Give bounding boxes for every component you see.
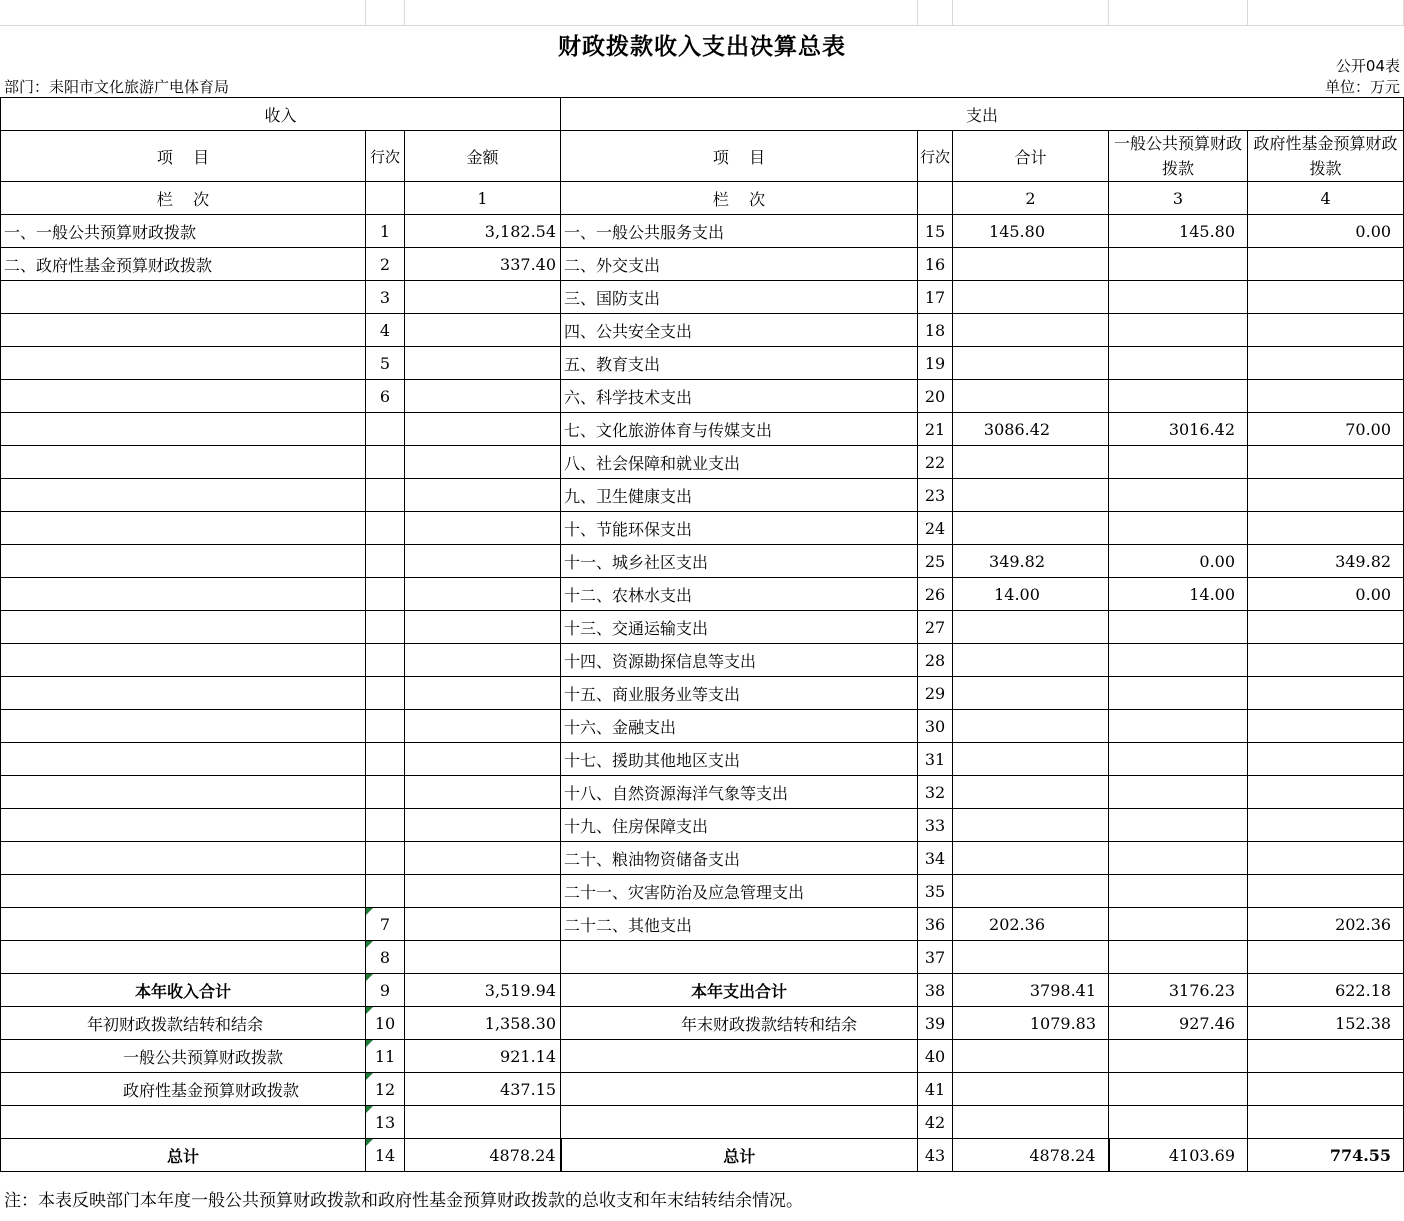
expense-line-no-cell: 21 xyxy=(918,413,953,446)
income-amount-cell: 1,358.30 xyxy=(405,1007,561,1040)
expense-total-cell: 1079.83 xyxy=(953,1007,1109,1040)
expense-total-cell xyxy=(953,446,1109,479)
expense-item-cell: 六、科学技术支出 xyxy=(561,380,918,413)
appropriation-summary-table xyxy=(0,97,1404,1172)
expense-total-cell xyxy=(953,314,1109,347)
income-line-no-cell: 10 xyxy=(366,1007,405,1040)
income-item-cell xyxy=(1,809,366,842)
general-budget-cell xyxy=(1109,908,1248,941)
gov-fund-cell xyxy=(1248,677,1404,710)
income-amount-cell: 4878.24 xyxy=(405,1139,561,1172)
gov-fund-cell xyxy=(1248,281,1404,314)
general-budget-cell xyxy=(1109,710,1248,743)
income-line-no-cell: 7 xyxy=(366,908,405,941)
general-budget-cell: 14.00 xyxy=(1109,578,1248,611)
income-line-no-cell xyxy=(366,776,405,809)
table-row xyxy=(1,908,1404,941)
income-amount-cell xyxy=(405,512,561,545)
expense-item-cell: 二十二、其他支出 xyxy=(561,908,918,941)
general-budget-cell xyxy=(1109,248,1248,281)
gov-fund-cell xyxy=(1248,776,1404,809)
expense-total-cell xyxy=(953,380,1109,413)
income-amount-cell xyxy=(405,380,561,413)
income-amount-cell xyxy=(405,1106,561,1139)
table-row xyxy=(1,875,1404,908)
table-row xyxy=(1,215,1404,248)
general-budget-cell: 3016.42 xyxy=(1109,413,1248,446)
expense-total-cell xyxy=(953,347,1109,380)
blank-cell xyxy=(918,182,953,215)
income-amount-cell: 3,182.54 xyxy=(405,215,561,248)
column-number-3: 3 xyxy=(1109,182,1248,215)
expense-total-cell: 202.36 xyxy=(953,908,1109,941)
expense-item-cell: 三、国防支出 xyxy=(561,281,918,314)
income-line-no-cell: 2 xyxy=(366,248,405,281)
income-line-no-cell xyxy=(366,512,405,545)
grid-cell xyxy=(405,0,918,26)
income-item-cell xyxy=(1,941,366,974)
table-row xyxy=(1,446,1404,479)
table-row xyxy=(1,380,1404,413)
expense-total-cell xyxy=(953,743,1109,776)
expense-total-cell: 145.80 xyxy=(953,215,1109,248)
expense-line-no-cell: 23 xyxy=(918,479,953,512)
expense-total-cell xyxy=(953,1040,1109,1073)
income-line-no-cell: 4 xyxy=(366,314,405,347)
total-header: 合计 xyxy=(953,131,1109,182)
income-line-no-cell xyxy=(366,710,405,743)
income-item-cell xyxy=(1,314,366,347)
general-budget-cell xyxy=(1109,512,1248,545)
expense-line-no-cell: 18 xyxy=(918,314,953,347)
expense-total-cell xyxy=(953,611,1109,644)
table-row xyxy=(1,1073,1404,1106)
expense-total-cell xyxy=(953,1073,1109,1106)
grid-cell xyxy=(366,0,405,26)
expense-line-no-cell: 36 xyxy=(918,908,953,941)
income-line-no-cell: 9 xyxy=(366,974,405,1007)
expense-line-no-cell: 30 xyxy=(918,710,953,743)
expense-line-no-cell: 38 xyxy=(918,974,953,1007)
income-item-cell xyxy=(1,908,366,941)
expense-line-no-cell: 35 xyxy=(918,875,953,908)
income-amount-cell xyxy=(405,578,561,611)
income-line-no-cell xyxy=(366,809,405,842)
income-amount-cell xyxy=(405,941,561,974)
income-amount-cell xyxy=(405,281,561,314)
expense-line-no-cell: 19 xyxy=(918,347,953,380)
expense-total-cell: 14.00 xyxy=(953,578,1109,611)
grid-cell xyxy=(918,0,953,26)
expense-line-no-cell: 25 xyxy=(918,545,953,578)
expense-item-cell: 总计 xyxy=(561,1139,918,1172)
expense-total-cell: 3798.41 xyxy=(953,974,1109,1007)
income-line-no-cell: 1 xyxy=(366,215,405,248)
income-line-no-header: 行次 xyxy=(366,131,405,182)
gov-fund-cell xyxy=(1248,380,1404,413)
expense-line-no-cell: 37 xyxy=(918,941,953,974)
table-row xyxy=(1,776,1404,809)
gov-fund-cell: 152.38 xyxy=(1248,1007,1404,1040)
income-item-cell: 一般公共预算财政拨款 xyxy=(1,1040,366,1073)
table-row xyxy=(1,974,1404,1007)
gov-fund-cell xyxy=(1248,512,1404,545)
expense-total-cell xyxy=(953,809,1109,842)
expense-line-no-cell: 34 xyxy=(918,842,953,875)
general-budget-cell xyxy=(1109,611,1248,644)
income-line-no-cell xyxy=(366,611,405,644)
expense-line-no-cell: 27 xyxy=(918,611,953,644)
table-row xyxy=(1,479,1404,512)
expense-line-no-cell: 39 xyxy=(918,1007,953,1040)
gov-fund-cell: 622.18 xyxy=(1248,974,1404,1007)
expense-line-no-cell: 32 xyxy=(918,776,953,809)
expense-item-cell: 十四、资源勘探信息等支出 xyxy=(561,644,918,677)
table-row xyxy=(1,413,1404,446)
income-amount-cell xyxy=(405,677,561,710)
income-item-cell: 政府性基金预算财政拨款 xyxy=(1,1073,366,1106)
table-row xyxy=(1,248,1404,281)
expense-item-cell: 十二、农林水支出 xyxy=(561,578,918,611)
expense-item-cell: 四、公共安全支出 xyxy=(561,314,918,347)
expense-item-cell: 年末财政拨款结转和结余 xyxy=(561,1007,918,1040)
income-item-cell: 年初财政拨款结转和结余 xyxy=(1,1007,366,1040)
income-item-cell xyxy=(1,413,366,446)
expense-total-cell: 3086.42 xyxy=(953,413,1109,446)
table-row xyxy=(1,710,1404,743)
expense-total-cell xyxy=(953,281,1109,314)
income-line-no-cell: 5 xyxy=(366,347,405,380)
income-amount-cell: 337.40 xyxy=(405,248,561,281)
income-item-cell xyxy=(1,446,366,479)
grid-cell xyxy=(0,0,366,26)
gov-fund-cell xyxy=(1248,1040,1404,1073)
table-row xyxy=(1,842,1404,875)
gov-fund-cell xyxy=(1248,446,1404,479)
income-line-no-cell xyxy=(366,875,405,908)
gov-fund-cell: 202.36 xyxy=(1248,908,1404,941)
expense-line-no-header: 行次 xyxy=(918,131,953,182)
expense-item-cell: 八、社会保障和就业支出 xyxy=(561,446,918,479)
income-amount-cell: 437.15 xyxy=(405,1073,561,1106)
table-row xyxy=(1,347,1404,380)
income-item-cell xyxy=(1,1106,366,1139)
income-line-no-cell xyxy=(366,545,405,578)
expense-item-cell: 二、外交支出 xyxy=(561,248,918,281)
income-item-cell xyxy=(1,578,366,611)
income-item-cell xyxy=(1,479,366,512)
income-amount-cell xyxy=(405,479,561,512)
general-budget-cell xyxy=(1109,347,1248,380)
gov-fund-cell xyxy=(1248,479,1404,512)
income-amount-cell xyxy=(405,710,561,743)
expense-line-no-cell: 16 xyxy=(918,248,953,281)
expense-column-order-label: 栏 次 xyxy=(561,182,918,215)
income-line-no-cell: 6 xyxy=(366,380,405,413)
income-amount-cell xyxy=(405,875,561,908)
table-row xyxy=(1,1040,1404,1073)
income-amount-cell xyxy=(405,644,561,677)
income-item-cell xyxy=(1,281,366,314)
grid-cell xyxy=(953,0,1109,26)
gov-fund-cell xyxy=(1248,809,1404,842)
spreadsheet-top-gridline-row xyxy=(0,0,1404,26)
department-label: 部门：耒阳市文化旅游广电体育局 xyxy=(4,78,230,96)
general-budget-cell xyxy=(1109,842,1248,875)
expense-item-cell xyxy=(561,941,918,974)
expense-item-cell: 本年支出合计 xyxy=(561,974,918,1007)
gov-fund-cell xyxy=(1248,875,1404,908)
expense-item-cell: 十、节能环保支出 xyxy=(561,512,918,545)
income-item-cell xyxy=(1,644,366,677)
column-number-1: 1 xyxy=(405,182,561,215)
income-line-no-cell: 12 xyxy=(366,1073,405,1106)
income-line-no-cell: 14 xyxy=(366,1139,405,1172)
income-line-no-cell: 13 xyxy=(366,1106,405,1139)
gov-fund-cell: 0.00 xyxy=(1248,215,1404,248)
income-amount-cell xyxy=(405,347,561,380)
income-amount-header: 金额 xyxy=(405,131,561,182)
income-item-cell xyxy=(1,743,366,776)
gov-fund-cell xyxy=(1248,1073,1404,1106)
expense-section-header: 支出 xyxy=(561,98,1404,131)
table-row xyxy=(1,281,1404,314)
expense-item-cell: 二十一、灾害防治及应急管理支出 xyxy=(561,875,918,908)
grid-cell xyxy=(1109,0,1248,26)
general-budget-cell xyxy=(1109,743,1248,776)
expense-item-cell: 二十、粮油物资储备支出 xyxy=(561,842,918,875)
general-budget-cell: 927.46 xyxy=(1109,1007,1248,1040)
form-code: 公开04表 xyxy=(1335,57,1400,75)
income-item-cell xyxy=(1,875,366,908)
expense-line-no-cell: 24 xyxy=(918,512,953,545)
income-line-no-cell xyxy=(366,677,405,710)
unit-label: 单位：万元 xyxy=(1324,78,1400,96)
income-item-cell: 总计 xyxy=(1,1139,366,1172)
gov-fund-cell xyxy=(1248,644,1404,677)
expense-total-cell xyxy=(953,677,1109,710)
income-line-no-cell xyxy=(366,479,405,512)
general-budget-cell xyxy=(1109,644,1248,677)
expense-item-cell: 七、文化旅游体育与传媒支出 xyxy=(561,413,918,446)
income-column-order-label: 栏 次 xyxy=(1,182,366,215)
expense-line-no-cell: 22 xyxy=(918,446,953,479)
table-note: 注：本表反映部门本年度一般公共预算财政拨款和政府性基金预算财政拨款的总收支和年末结转结余情况。 xyxy=(4,1191,803,1211)
gov-fund-cell xyxy=(1248,941,1404,974)
table-row xyxy=(1,611,1404,644)
income-amount-cell xyxy=(405,743,561,776)
gov-fund-cell xyxy=(1248,743,1404,776)
table-row xyxy=(1,941,1404,974)
expense-line-no-cell: 28 xyxy=(918,644,953,677)
expense-line-no-cell: 20 xyxy=(918,380,953,413)
expense-item-cell xyxy=(561,1073,918,1106)
income-item-cell: 本年收入合计 xyxy=(1,974,366,1007)
expense-line-no-cell: 33 xyxy=(918,809,953,842)
expense-line-no-cell: 42 xyxy=(918,1106,953,1139)
table-row xyxy=(1,677,1404,710)
page-title: 财政拨款收入支出决算总表 xyxy=(558,33,846,60)
expense-item-cell: 十五、商业服务业等支出 xyxy=(561,677,918,710)
expense-line-no-cell: 26 xyxy=(918,578,953,611)
gov-fund-cell: 349.82 xyxy=(1248,545,1404,578)
income-item-cell xyxy=(1,347,366,380)
gov-fund-cell xyxy=(1248,248,1404,281)
income-amount-cell xyxy=(405,776,561,809)
income-line-no-cell: 3 xyxy=(366,281,405,314)
income-item-cell: 一、一般公共预算财政拨款 xyxy=(1,215,366,248)
table-row xyxy=(1,743,1404,776)
general-budget-cell xyxy=(1109,446,1248,479)
general-budget-cell: 145.80 xyxy=(1109,215,1248,248)
column-header-row xyxy=(1,131,1404,182)
gov-fund-cell: 0.00 xyxy=(1248,578,1404,611)
general-budget-cell xyxy=(1109,479,1248,512)
general-budget-cell xyxy=(1109,1106,1248,1139)
income-item-cell xyxy=(1,776,366,809)
grid-cell xyxy=(1248,0,1404,26)
column-number-4: 4 xyxy=(1248,182,1404,215)
expense-total-cell xyxy=(953,710,1109,743)
income-item-cell: 二、政府性基金预算财政拨款 xyxy=(1,248,366,281)
general-budget-header: 一般公共预算财政拨款 xyxy=(1109,131,1248,182)
expense-item-cell: 十一、城乡社区支出 xyxy=(561,545,918,578)
income-item-cell xyxy=(1,710,366,743)
general-budget-cell xyxy=(1109,281,1248,314)
expense-total-cell xyxy=(953,842,1109,875)
income-amount-cell xyxy=(405,545,561,578)
expense-total-cell: 4878.24 xyxy=(953,1139,1109,1172)
gov-fund-cell xyxy=(1248,842,1404,875)
expense-item-cell: 十九、住房保障支出 xyxy=(561,809,918,842)
table-row xyxy=(1,1139,1404,1172)
expense-total-cell: 349.82 xyxy=(953,545,1109,578)
income-line-no-cell xyxy=(366,644,405,677)
table-row xyxy=(1,644,1404,677)
income-line-no-cell xyxy=(366,578,405,611)
table-row xyxy=(1,1007,1404,1040)
general-budget-cell: 3176.23 xyxy=(1109,974,1248,1007)
expense-item-cell: 十六、金融支出 xyxy=(561,710,918,743)
gov-fund-header: 政府性基金预算财政拨款 xyxy=(1248,131,1404,182)
gov-fund-cell: 774.55 xyxy=(1248,1139,1404,1172)
expense-total-cell xyxy=(953,776,1109,809)
income-amount-cell xyxy=(405,611,561,644)
general-budget-cell xyxy=(1109,677,1248,710)
expense-item-cell xyxy=(561,1106,918,1139)
expense-line-no-cell: 41 xyxy=(918,1073,953,1106)
income-line-no-cell xyxy=(366,446,405,479)
expense-item-cell: 十七、援助其他地区支出 xyxy=(561,743,918,776)
income-amount-cell xyxy=(405,314,561,347)
expense-line-no-cell: 43 xyxy=(918,1139,953,1172)
expense-item-cell: 一、一般公共服务支出 xyxy=(561,215,918,248)
general-budget-cell xyxy=(1109,776,1248,809)
table-row xyxy=(1,578,1404,611)
expense-line-no-cell: 31 xyxy=(918,743,953,776)
general-budget-cell xyxy=(1109,1073,1248,1106)
general-budget-cell: 4103.69 xyxy=(1109,1139,1248,1172)
expense-line-no-cell: 17 xyxy=(918,281,953,314)
section-header-row xyxy=(1,98,1404,131)
gov-fund-cell xyxy=(1248,347,1404,380)
table-row xyxy=(1,314,1404,347)
expense-line-no-cell: 40 xyxy=(918,1040,953,1073)
income-amount-cell: 921.14 xyxy=(405,1040,561,1073)
table-row xyxy=(1,545,1404,578)
expense-total-cell xyxy=(953,941,1109,974)
expense-total-cell xyxy=(953,479,1109,512)
column-number-2: 2 xyxy=(953,182,1109,215)
table-row xyxy=(1,512,1404,545)
expense-total-cell xyxy=(953,644,1109,677)
column-order-row xyxy=(1,182,1404,215)
expense-total-cell xyxy=(953,248,1109,281)
income-section-header: 收入 xyxy=(1,98,561,131)
income-amount-cell xyxy=(405,842,561,875)
general-budget-cell xyxy=(1109,1040,1248,1073)
general-budget-cell xyxy=(1109,875,1248,908)
expense-line-no-cell: 29 xyxy=(918,677,953,710)
income-amount-cell xyxy=(405,446,561,479)
gov-fund-cell xyxy=(1248,314,1404,347)
expense-total-cell xyxy=(953,1106,1109,1139)
income-amount-cell xyxy=(405,908,561,941)
income-item-cell xyxy=(1,611,366,644)
expense-line-no-cell: 15 xyxy=(918,215,953,248)
gov-fund-cell xyxy=(1248,1106,1404,1139)
gov-fund-cell: 70.00 xyxy=(1248,413,1404,446)
income-item-cell xyxy=(1,512,366,545)
gov-fund-cell xyxy=(1248,611,1404,644)
general-budget-cell xyxy=(1109,941,1248,974)
income-line-no-cell xyxy=(366,743,405,776)
expense-item-cell: 五、教育支出 xyxy=(561,347,918,380)
income-amount-cell: 3,519.94 xyxy=(405,974,561,1007)
income-line-no-cell xyxy=(366,842,405,875)
income-line-no-cell xyxy=(366,413,405,446)
income-item-cell xyxy=(1,545,366,578)
general-budget-cell: 0.00 xyxy=(1109,545,1248,578)
table-row xyxy=(1,809,1404,842)
expense-item-cell: 九、卫生健康支出 xyxy=(561,479,918,512)
income-amount-cell xyxy=(405,413,561,446)
income-item-header: 项 目 xyxy=(1,131,366,182)
gov-fund-cell xyxy=(1248,710,1404,743)
expense-item-cell: 十三、交通运输支出 xyxy=(561,611,918,644)
general-budget-cell xyxy=(1109,314,1248,347)
income-line-no-cell: 11 xyxy=(366,1040,405,1073)
general-budget-cell xyxy=(1109,380,1248,413)
expense-total-cell xyxy=(953,875,1109,908)
blank-cell xyxy=(366,182,405,215)
income-amount-cell xyxy=(405,809,561,842)
income-item-cell xyxy=(1,380,366,413)
expense-total-cell xyxy=(953,512,1109,545)
table-row xyxy=(1,1106,1404,1139)
expense-item-cell xyxy=(561,1040,918,1073)
income-item-cell xyxy=(1,842,366,875)
expense-item-cell: 十八、自然资源海洋气象等支出 xyxy=(561,776,918,809)
expense-item-header: 项 目 xyxy=(561,131,918,182)
income-item-cell xyxy=(1,677,366,710)
income-line-no-cell: 8 xyxy=(366,941,405,974)
general-budget-cell xyxy=(1109,809,1248,842)
